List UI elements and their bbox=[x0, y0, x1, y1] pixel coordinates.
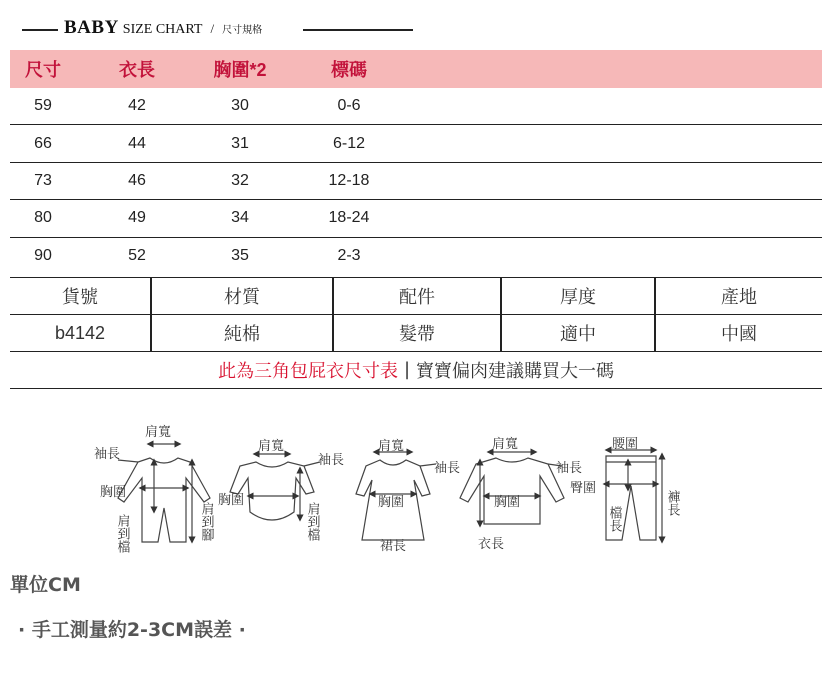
cell-chest: 32 bbox=[231, 171, 249, 189]
cell-length: 49 bbox=[128, 209, 146, 227]
info-value-item-no: b4142 bbox=[54, 322, 106, 343]
pants-hip-label: 臀圍 bbox=[570, 481, 597, 496]
cell-length: 52 bbox=[128, 247, 146, 265]
dress-sleeve-label: 袖長 bbox=[434, 461, 461, 476]
table-row bbox=[10, 238, 822, 275]
header-baby: BABY bbox=[64, 17, 119, 38]
sizing-note-text: 寶寶偏肉建議購買大一碼 bbox=[416, 360, 615, 382]
header-size-chart: SIZE CHART bbox=[122, 22, 203, 37]
sizing-note bbox=[10, 351, 822, 389]
dress-chest-label: 胸圍 bbox=[378, 495, 405, 510]
bodysuit-chest-label: 胸圍 bbox=[218, 493, 245, 508]
table-row bbox=[10, 125, 822, 162]
info-header-origin: 產地 bbox=[721, 287, 757, 308]
top-sleeve-label: 袖長 bbox=[556, 461, 583, 476]
info-value-material: 純棉 bbox=[224, 324, 260, 345]
header-separator: / bbox=[210, 21, 215, 36]
romper-chest-label: 胸圍 bbox=[100, 485, 127, 500]
col-header-label-size: 標碼 bbox=[331, 60, 367, 80]
cell-size: 73 bbox=[34, 171, 52, 189]
table-row bbox=[10, 200, 822, 237]
top-chest-label: 胸圍 bbox=[494, 495, 521, 510]
cell-size: 66 bbox=[34, 134, 52, 152]
cell-label-size: 18-24 bbox=[328, 209, 370, 227]
size-table-header bbox=[10, 50, 822, 88]
info-header-material: 材質 bbox=[224, 287, 260, 308]
pants-length-label: 褲長 bbox=[664, 490, 680, 516]
info-value-thickness: 適中 bbox=[560, 324, 596, 345]
info-value-accessory: 髮帶 bbox=[399, 324, 435, 345]
cell-length: 44 bbox=[128, 134, 146, 152]
col-header-length: 衣長 bbox=[119, 60, 155, 80]
cell-size: 80 bbox=[34, 209, 52, 227]
info-header-item-no: 貨號 bbox=[62, 287, 98, 308]
measurement-error-note: · 手工測量約2-3CM誤差 · bbox=[18, 619, 246, 641]
pants-rise-label: 檔長 bbox=[606, 506, 622, 532]
romper-sleeve-label: 袖長 bbox=[94, 447, 121, 462]
cell-chest: 31 bbox=[231, 134, 249, 152]
unit-label: 單位CM bbox=[10, 574, 81, 596]
dress-shoulder-label: 肩寬 bbox=[378, 439, 405, 454]
col-header-size: 尺寸 bbox=[25, 60, 61, 80]
bodysuit-sleeve-label: 袖長 bbox=[318, 453, 345, 468]
cell-label-size: 6-12 bbox=[332, 134, 366, 152]
pants-waist-label: 腰圍 bbox=[612, 437, 639, 452]
dress-length-label: 裙長 bbox=[380, 539, 407, 554]
cell-label-size: 0-6 bbox=[337, 97, 361, 115]
cell-size: 59 bbox=[34, 97, 52, 115]
cell-chest: 35 bbox=[231, 247, 249, 265]
bodysuit-shoulder-label: 肩寬 bbox=[258, 439, 285, 454]
info-value-row bbox=[10, 315, 822, 352]
cell-chest: 30 bbox=[231, 97, 249, 115]
product-info-table bbox=[10, 277, 822, 352]
bodysuit-shoulder-crotch-label: 肩到檔 bbox=[304, 502, 320, 541]
cell-chest: 34 bbox=[231, 209, 249, 227]
cell-label-size: 12-18 bbox=[328, 171, 370, 189]
info-header-thickness: 厚度 bbox=[560, 287, 596, 308]
sizing-note-bar: | bbox=[403, 359, 411, 380]
info-value-origin: 中國 bbox=[721, 324, 757, 345]
cell-length: 46 bbox=[128, 171, 146, 189]
sizing-note-red: 此為三角包屁衣尺寸表 bbox=[217, 360, 398, 382]
romper-shoulder-label: 肩寬 bbox=[145, 425, 172, 440]
table-row bbox=[10, 88, 822, 125]
cell-size: 90 bbox=[34, 247, 52, 265]
header-title bbox=[64, 17, 262, 39]
table-row bbox=[10, 163, 822, 200]
size-chart-header bbox=[0, 12, 822, 48]
top-diagram bbox=[460, 452, 564, 524]
romper-shoulder-crotch-label: 肩到檔 bbox=[114, 514, 130, 553]
info-header-row bbox=[10, 278, 822, 315]
romper-shoulder-foot-label: 肩到腳 bbox=[198, 502, 214, 541]
col-header-chest: 胸圍*2 bbox=[213, 60, 267, 80]
top-length-label: 衣長 bbox=[478, 537, 505, 552]
diagrams-svg bbox=[0, 400, 822, 570]
size-table bbox=[10, 50, 822, 275]
cell-length: 42 bbox=[128, 97, 146, 115]
romper-diagram bbox=[118, 444, 210, 542]
cell-label-size: 2-3 bbox=[337, 247, 361, 265]
header-rule-right bbox=[303, 29, 413, 31]
header-rule-left bbox=[22, 29, 58, 31]
header-cn-title: 尺寸規格 bbox=[222, 25, 263, 36]
top-shoulder-label: 肩寬 bbox=[492, 437, 519, 452]
info-header-accessory: 配件 bbox=[399, 287, 435, 308]
measurement-diagrams bbox=[0, 400, 822, 570]
